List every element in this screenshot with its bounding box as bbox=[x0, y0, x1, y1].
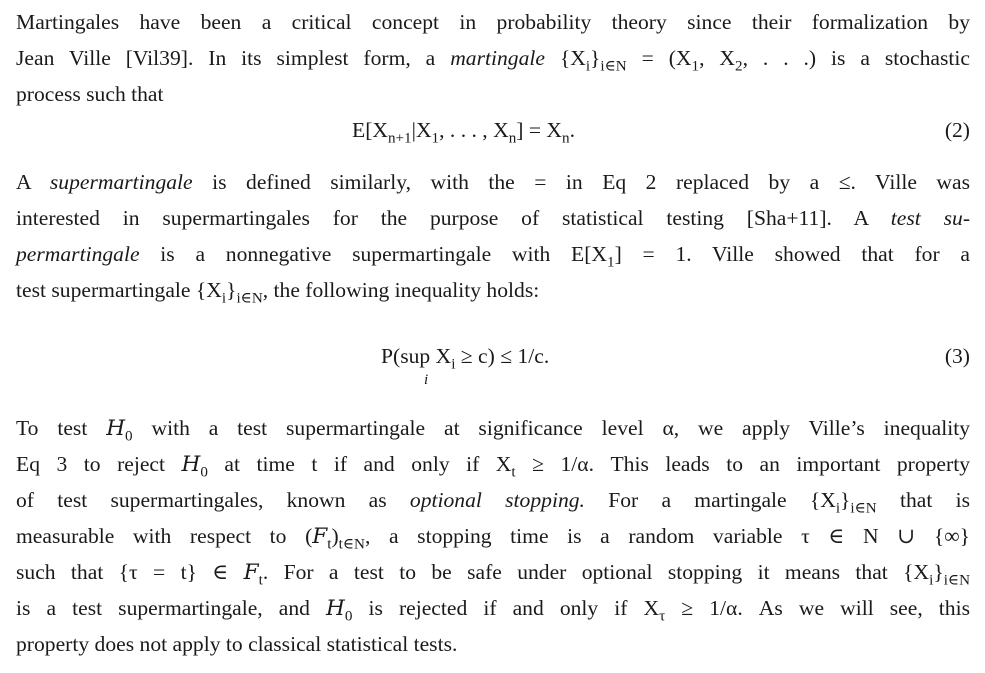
paragraph-3-line-2: Eq 3 to reject $H_0$ at time t if and only if $X_t \ge 1/\alpha$. This leads to an important property bbox=[16, 452, 970, 481]
paragraph-1-line-3 bbox=[16, 76, 970, 112]
term-martingale: martingale bbox=[450, 46, 545, 70]
text-span: process such that bbox=[16, 82, 164, 106]
text-span: Jean Ville [Vil39]. In its simplest form, a bbox=[16, 46, 451, 70]
paragraph-1-line-2: Jean Ville [Vil39]. In its simplest form, a martingale $\{X_i\}_{i\in N} = (X_1$, $X_2$, . . .) is a stochastic bbox=[16, 46, 970, 75]
paragraph-2-line-1: A supermartingale is defined similarly, with the = in Eq 2 replaced by a ≤. Ville was bbox=[16, 170, 970, 194]
paragraph-3-line-1: To test $H_0$ with a test supermartingale at significance level α, we apply Ville’s inequality bbox=[16, 416, 971, 445]
term-test-supermartingale-cont: permartingale bbox=[16, 242, 140, 266]
text-span: {X bbox=[544, 46, 586, 70]
equation-3-number: (3) bbox=[944, 344, 970, 368]
equation-3 bbox=[16, 338, 970, 388]
paragraph-2-line-2: interested in supermartingales for the purpose of statistical testing [Sha+11]. A test su- bbox=[16, 206, 971, 230]
subscript: i∈N bbox=[600, 58, 627, 75]
term-supermartingale: supermartingale bbox=[49, 170, 193, 194]
equation-2-number: (2) bbox=[944, 118, 970, 142]
equation-2-expression: $E[X_{n+1}|X_1$, . . . , $X_n] = X_n$. bbox=[352, 118, 575, 147]
subscript: 2 bbox=[735, 58, 743, 75]
paragraph-3-line-7: property does not apply to classical statistical tests. bbox=[16, 632, 458, 656]
equation-3-sup-subscript: i bbox=[424, 372, 429, 388]
paragraph-3-line-5: such that {τ = t} ∈ $F_t$. For a test to be safe under optional stopping it means that $\{X_i\}_{i\in N}$ bbox=[16, 560, 970, 589]
subscript: 1 bbox=[691, 58, 700, 75]
paragraph-1-line-1 bbox=[16, 4, 970, 40]
equation-3-expression: P(sup $X_i \ge c) \le 1/c$. bbox=[381, 344, 550, 373]
paragraph-2-line-4: test supermartingale $\{X_i\}_{i\in N}$, the following inequality holds: bbox=[16, 278, 540, 307]
text-span: , X bbox=[699, 46, 735, 70]
paragraph-3-line-3: of test supermartingales, known as optional stopping. For a martingale $\{X_i\}_{i\in N}$ that is bbox=[16, 488, 971, 517]
term-optional-stopping: optional stopping. bbox=[409, 488, 585, 512]
subscript: i bbox=[585, 58, 591, 75]
equation-2 bbox=[16, 112, 970, 148]
paragraph-3-line-6: is a test supermartingale, and $H_0$ is rejected if and only if $X_\tau \ge 1/\alpha$. As we will see, this bbox=[16, 596, 971, 625]
text-span: , . . .) is a stochastic bbox=[742, 46, 970, 70]
term-test-supermartingale: test su- bbox=[890, 206, 971, 230]
text-span: Martingales have been a critical concept in probability theory since their formalization by bbox=[16, 10, 970, 34]
paragraph-3-line-4: measurable with respect to $(F_t)_{t\in N}$, a stopping time is a random variable τ ∈ N ∪ {∞} bbox=[16, 524, 970, 553]
paragraph-2-line-3: permartingale is a nonnegative supermartingale with $E[X_1] = 1$. Ville showed that for a bbox=[16, 242, 970, 271]
